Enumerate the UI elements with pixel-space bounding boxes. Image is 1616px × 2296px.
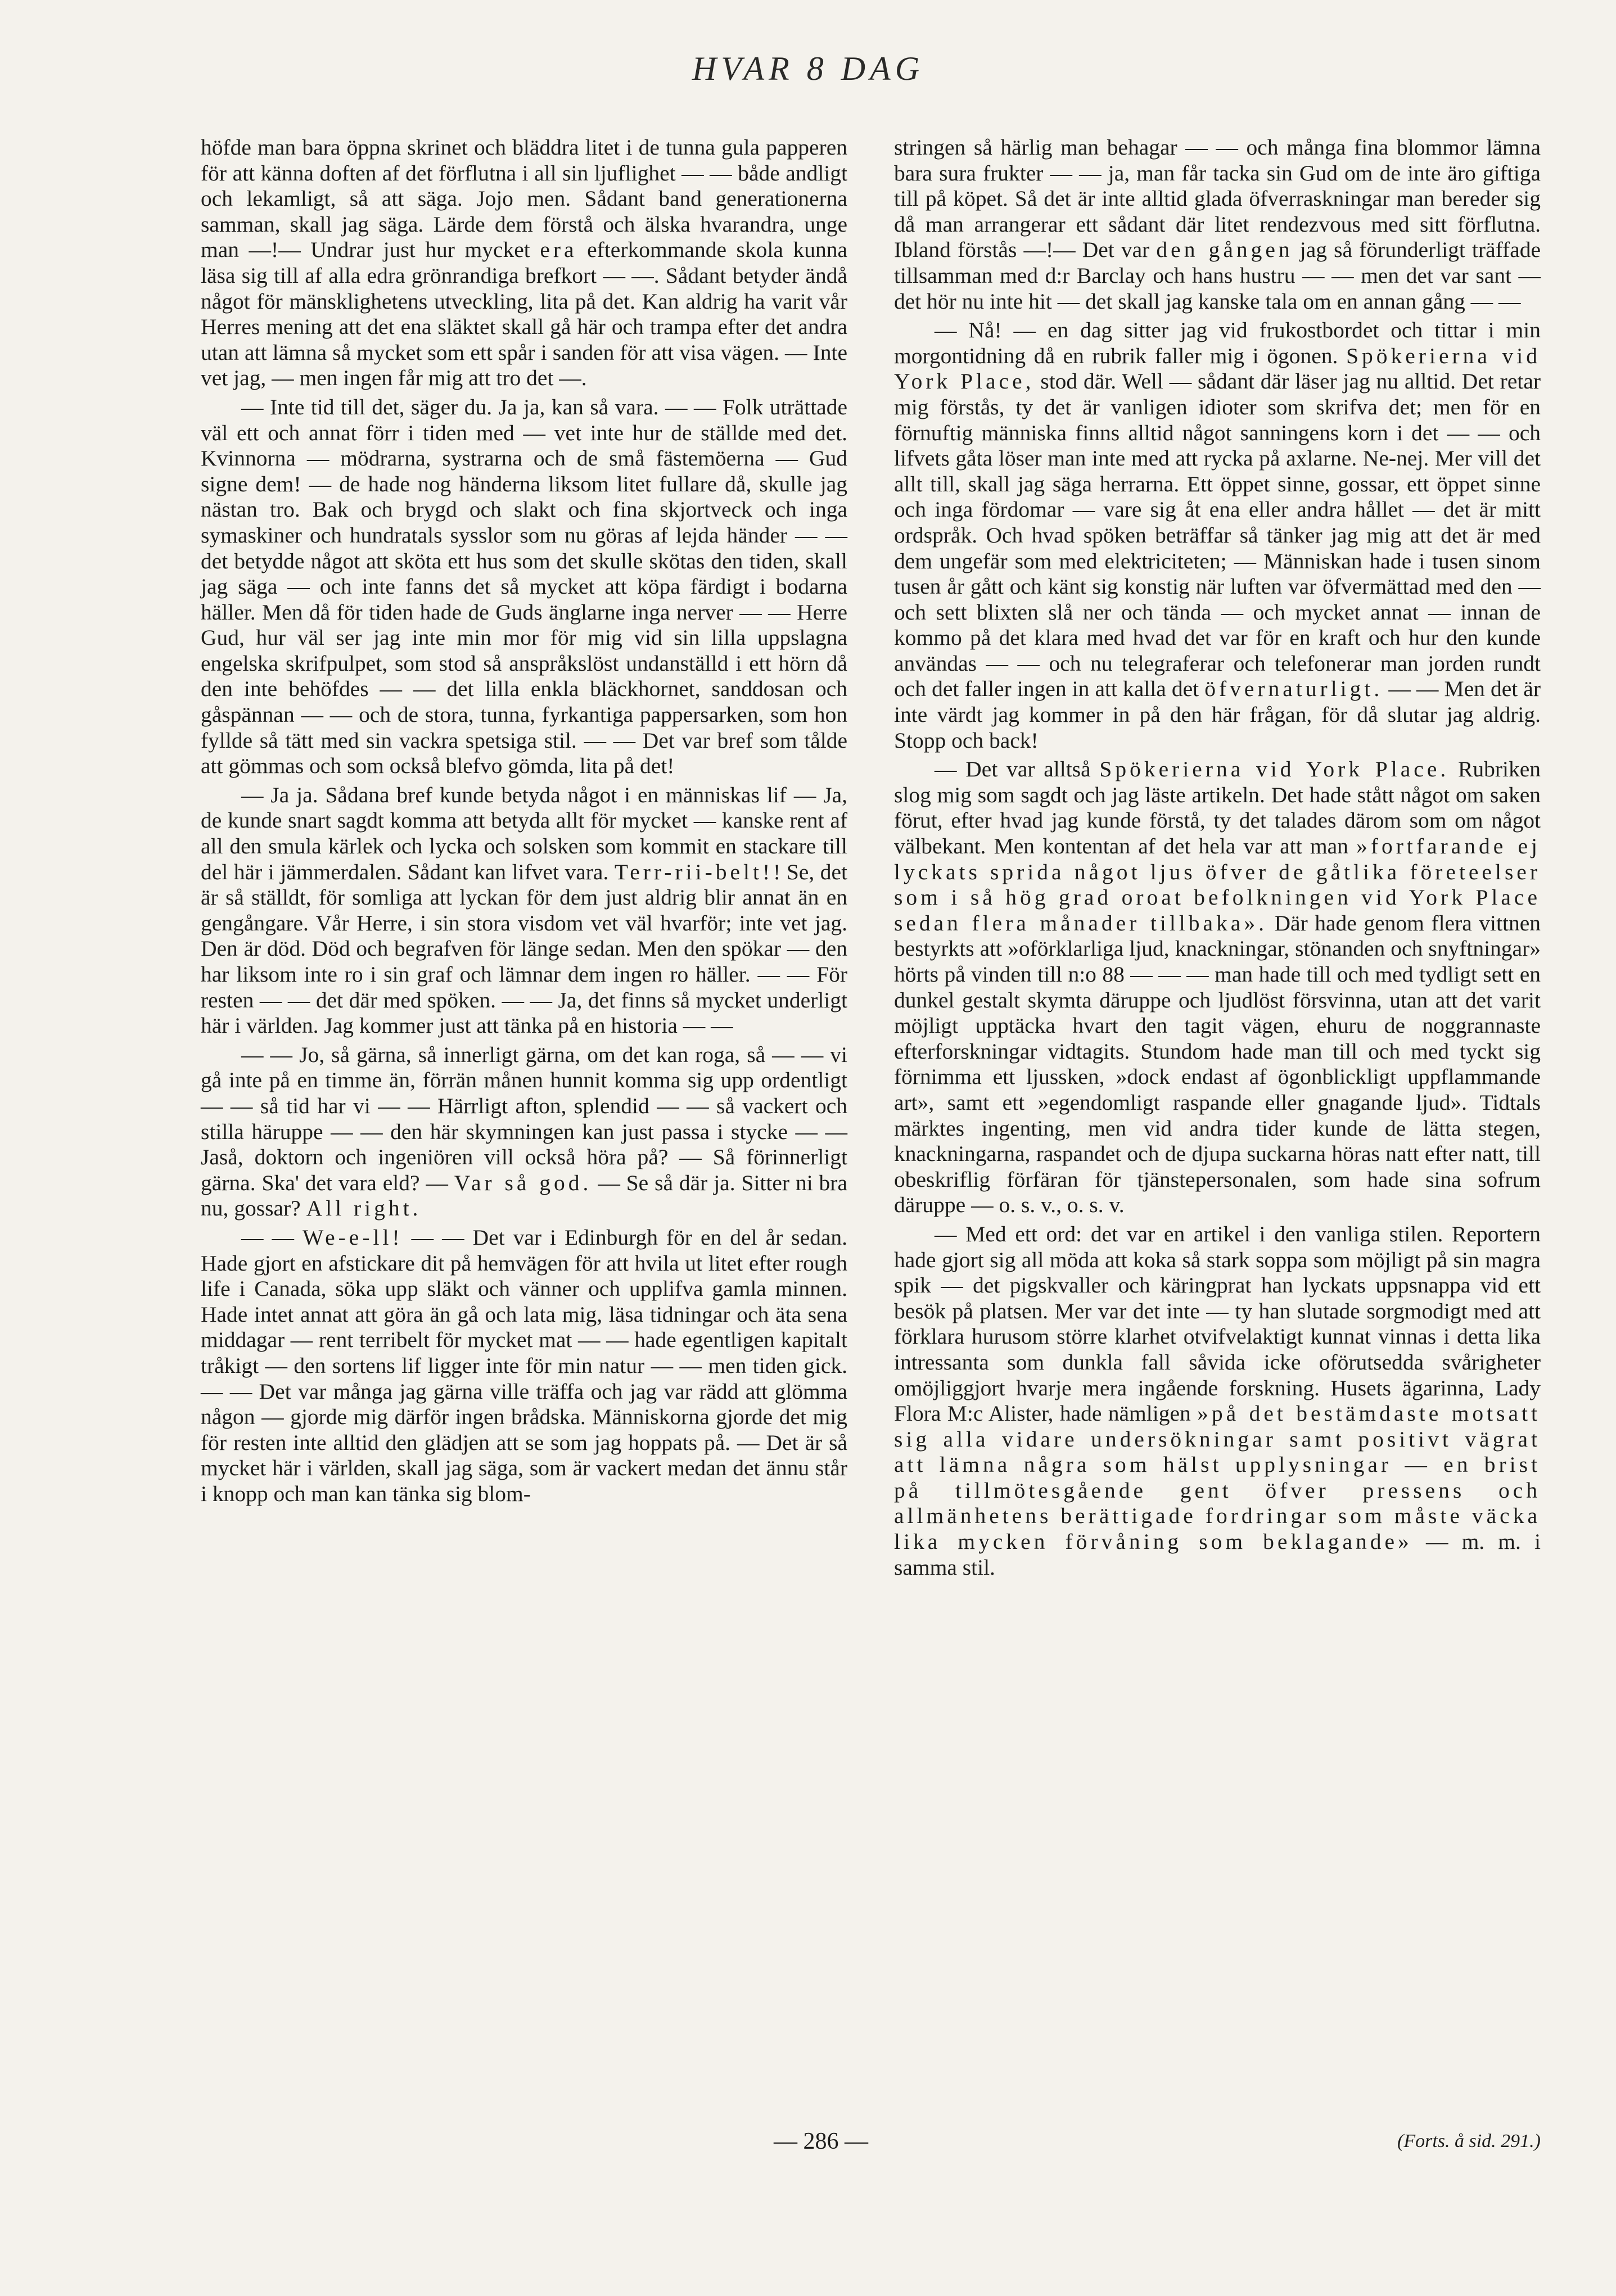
text-run: — Med ett ord: det var en artikel i den vanliga stilen. Reportern hade gjort sig all möda att koka så stark soppa som möjligt på sin magra spik — det pigskvaller och käringprat han lyckats uppsnappa vid ett besök på platsen. Mer var det inte — ty han slutade sorgmodigt med att förklara hurusom större klarhet otvifvelaktigt kunnat vinnas i detta lika intressanta som dunkla fall såvida icke oförutsedda svårigheter omöjliggjort hvarje mera ingående forskning. Husets ägarinna, Lady Flora M:c Alister, hade nämligen bbox=[894, 1221, 1541, 1426]
text-run: Där hade genom flera vittnen bestyrkts att »oförklarliga ljud, knackningar, stönanden och snyftningar» hörts på vinden till n:o 88 — — — man hade till och med tydligt sett en dunkel gestalt skymta däruppe och ljudlöst försvinna, utan att det varit möjligt upptäcka hvart den tagit vägen, ehuru de noggrannaste efterforskningar vidtagits. Stundom hade man till och med tyckt sig förnimma ett ljussken, »dock endast af ögonblickligt uppflammande art», samt ett »egendomligt raspande eller gnagande ljud». Tidtals märktes ingenting, men vid andra tider kunde de lätta stegen, knackningarna, raspandet och de djupa suckarna höras natt efter natt, till obeskriflig förfäran för tjänstepersonalen, som hade sina sofrum däruppe — o. s. v., o. s. v. bbox=[894, 910, 1541, 1218]
paragraph bbox=[201, 1042, 847, 1222]
text-run: — — Jo, så gärna, så innerligt gärna, om det kan roga, så — — vi gå inte på en timme än, förrän månen hunnit komma sig upp ordentligt — — så tid har vi — — Härrligt afton, splendid — — så vackert och stilla häruppe — — den här skymningen kan just passa i stycke — — Jaså, doktorn och ingeniören vill också höra på? — Så förinnerligt gärna. Ska' det vara eld? — bbox=[201, 1042, 847, 1195]
text-run: stod där. Well — sådant där läser jag nu alltid. Det retar mig förstås, ty det är vanligen idioter som skrifva det; men för en förnuftig människa finns alltid något sanningens korn i det — — och lifvets gåta löser man inte med att rycka på axlarne. Ne-nej. Mer vill det allt till, skall jag säga herrarna. Ett öppet sinne, gossar, ett öppet sinne och inga fördomar — vare sig åt ena eller andra hållet — det är mitt ordspråk. Och hvad spöken beträffar så tänker jag mig att det är med dem ungefär som med elektriciteten; — Människan hade i tusen sinom tusen år gått och känt sig konstig när luften var öfvermättad med den — och sett blixten slå ner och tända — och mycket annat — innan de kommo på det klara med hvad det var för en kraft och hur den kunde användas — — och nu telegraferar och telefonerar man jorden rundt och det faller ingen in att kalla det bbox=[894, 369, 1541, 702]
text-run: Rubriken slog mig som sagdt och jag läste artikeln. Det hade stått något om saken förut, efter hvad jag kunde förstå, ty det talades därom som om något välbekant. Men kontentan af det hela var att man bbox=[894, 757, 1541, 859]
text-run: — Ja ja. Sådana bref kunde betyda något i en människas lif — Ja, de kunde snart sagdt komma att betyda allt för mycket — kanske rent af all den smula kärlek och lycka och solsken som kommit en stackare till del här i jämmerdalen. Sådant kan lifvet vara. bbox=[201, 782, 847, 884]
text-run: — — Det var i Edinburgh för en del år sedan. Hade gjort en afstickare dit på hemvägen för att hvila ut litet efter rough life i Canada, söka upp släkt och vänner och upplifva gamla minnen. Hade intet annat att göra än gå och lata mig, läsa tidningar och äta sena middagar — rent terribelt för mycket mat — — hade egentligen kapitalt tråkigt — den sortens lif ligger inte för min natur — — men tiden gick. — — Det var många jag gärna ville träffa och jag var rädd att glömma någon — gjorde mig därför ingen brådska. Människorna gjorde det mig för resten inte alltid den glädjen att se som jag hoppats på. — Det är så mycket här i världen, skall jag säga, som är vackert medan det ännu står i knopp och man kan tänka sig blom- bbox=[201, 1224, 848, 1506]
text-run: — Det var alltså bbox=[935, 757, 1091, 782]
text-run: — Se så där ja. Sitter ni bra nu, gossar? bbox=[201, 1170, 847, 1221]
paragraph bbox=[894, 1222, 1541, 1580]
text-run: — — bbox=[241, 1224, 294, 1250]
emphasized-text: We-e-ll! bbox=[303, 1224, 403, 1250]
text-run: jag så förunderligt träffade tillsamman med d:r Barclay och hans hustru — — men det var sant — det hör nu inte hit — det skall jag kanske tala om en annan gång — — bbox=[894, 237, 1541, 314]
right-text-column bbox=[894, 135, 1541, 1580]
paragraph bbox=[894, 318, 1541, 753]
text-run: — Nå! — en dag sitter jag vid frukostbordet och tittar i min morgontidning då en rubrik faller mig i ögonen. bbox=[894, 318, 1541, 368]
page-header-title: HVAR 8 DAG bbox=[692, 50, 924, 87]
emphasized-text: den gången bbox=[1156, 237, 1293, 263]
text-run: ! Se, det är så ställdt, för somliga att lyckan för dem just aldrig blir annat än en gengångare. Vår Herre, i sin stora visdom vet väl hvarför; inte vet jag. Den är död. Död och begrafven för länge sedan. Men den spökar — den har liksom inte ro i sin graf och lämnar dem ingen ro häller. — — För resten — — det där med spöken. — — Ja, det finns så mycket underligt här i världen. Jag kommer just att tänka på en historia — — bbox=[201, 859, 847, 1038]
emphasized-text: »på det bestämdaste motsatt sig alla vidare undersökningar samt positivt vägrat att lämna några som hälst upplysningar — en brist på tillmötesgående gent öfver pressens och allmänhetens berättigade fordringar som måste väcka lika mycken förvåning som beklagande» bbox=[894, 1401, 1541, 1554]
paragraph bbox=[201, 783, 847, 1039]
emphasized-text: Spökerierna vid York Place. bbox=[1099, 757, 1450, 782]
emphasized-text: Spökerierna vid York Place, bbox=[894, 343, 1541, 394]
left-text-column bbox=[201, 135, 847, 1507]
text-run: höfde man bara öppna skrinet och bläddra litet i de tunna gula papperen för att känna doften af det förflutna i all sin ljuflighet — — både andligt och lekamligt, så att säga. Jojo men. Sådant band generationerna samman, skall jag säga. Lärde dem förstå och älska hvarandra, unge man —!— Undrar just hur mycket bbox=[201, 135, 847, 263]
continuation-note: (Forts. å sid. 291.) bbox=[1397, 2131, 1541, 2152]
emphasized-text: Var så god. bbox=[454, 1170, 592, 1195]
paragraph: — Inte tid till det, säger du. Ja ja, kan så vara. — — Folk uträttade väl ett och annat förr i tiden med — vet inte hur de ställde med det. Kvinnorna — mödrarna, systrarna och de små fästemöerna — Gud signe dem! — de hade nog händerna liksom litet fullare då, skulle jag nästan tro. Bak och brygd och slakt och fina skjortveck och inga symaskiner och hundratals sysslor som nu göras af lejda händer — — det betydde något att sköta ett hus som det skulle skötas den tiden, skall jag säga — och inte fanns det så mycket att köpa färdigt i bodarna häller. Men då för tiden hade de Guds änglarne inga nerver — — Herre Gud, hur väl ser jag inte min mor för mig vid sin lilla uppslagna engelska skrifpulpet, som stod så anspråkslöst undanställd i ett hörn då den inte behöfdes — — det lilla enkla bläckhornet, sanddosan och gåspännan — — och de stora, tunna, fyrkantiga pappersarken, som hon fyllde så tätt med sin vackra spetsiga stil. — — Det var bref som tålde att gömmas och som också blefvo gömda, lita på det! bbox=[201, 394, 847, 779]
emphasized-text: All right. bbox=[306, 1196, 422, 1221]
text-run: — — Men det är inte värdt jag kommer in på den här frågan, för då slutar jag aldrig. Stopp och back! bbox=[894, 676, 1541, 753]
emphasized-text: öfvernaturligt. bbox=[1204, 676, 1383, 702]
paragraph bbox=[201, 135, 847, 391]
text-run: efterkommande skola kunna läsa sig till af alla edra grönrandiga brefkort — —. Sådant betyder ändå något för mänsklighetens utveckling, lita på det. Kan aldrig ha varit vår Herres mening att det ena släktet skall gå här och trampa efter det andra utan att lämna så mycket som ett spår i sanden för att visa vägen. — Inte vet jag, — men ingen får mig att tro det —. bbox=[201, 237, 848, 391]
text-run: stringen så härlig man behagar — — och många fina blommor lämna bara sura frukter — — ja, man får tacka sin Gud om de inte äro giftiga till på köpet. Så det är inte alltid glada öfverraskningar man bereder sig då man arrangerar ett sådant där litet rendezvous med sitt förflutna. Ibland förstås —!— Det var bbox=[894, 135, 1541, 263]
emphasized-text: era bbox=[540, 237, 577, 263]
page-number: — 286 — bbox=[774, 2128, 868, 2154]
paragraph bbox=[894, 757, 1541, 1218]
emphasized-text: »fortfarande ej lyckats sprida något ljus öfver de gåtlika företeelser som i så hög grad oroat befolkningen vid York Place sedan flera månader tillbaka». bbox=[894, 834, 1541, 935]
paragraph bbox=[894, 135, 1541, 314]
emphasized-text: Terr-rii-belt! bbox=[614, 859, 774, 884]
text-run: — m. m. i samma stil. bbox=[894, 1529, 1541, 1580]
paragraph bbox=[201, 1225, 847, 1507]
